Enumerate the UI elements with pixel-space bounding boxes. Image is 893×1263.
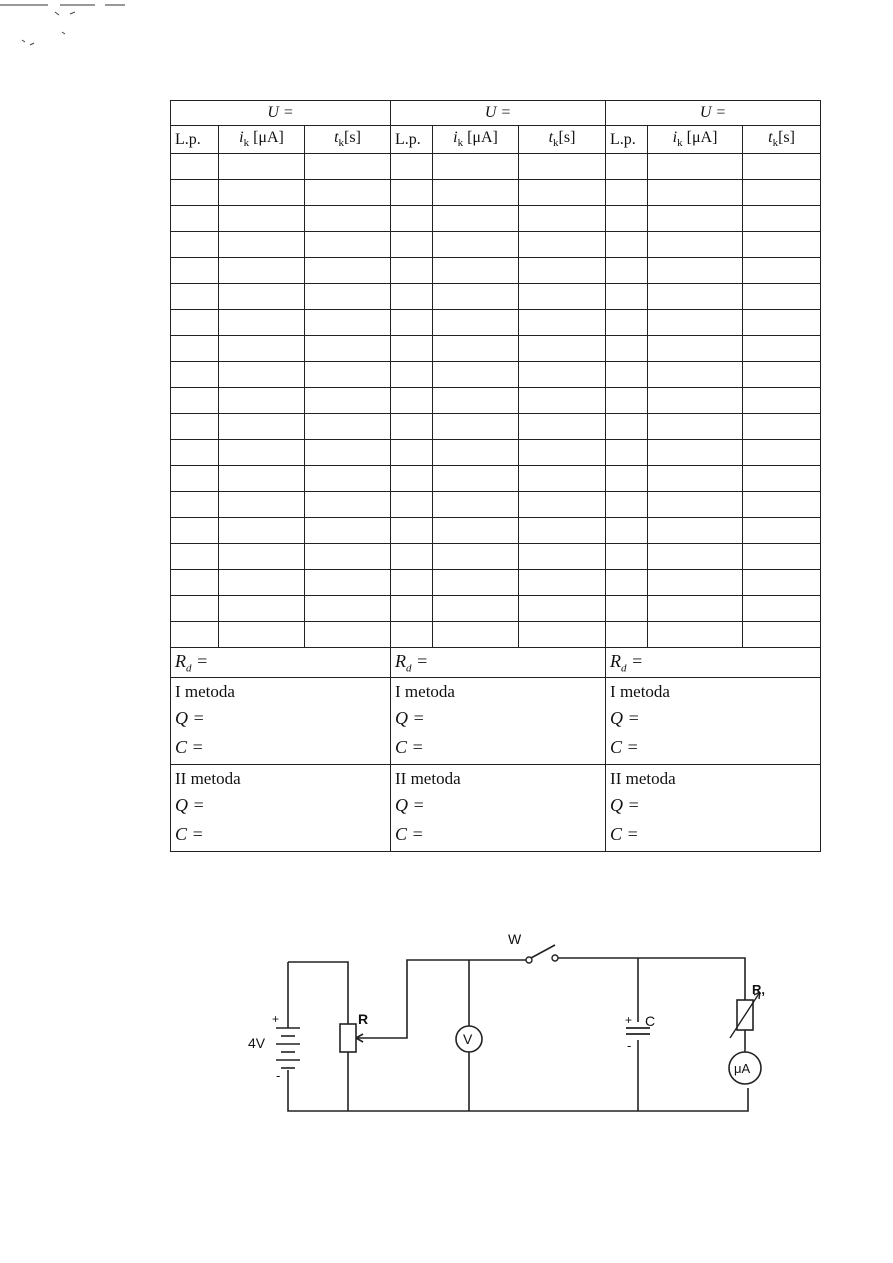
table-cell: [648, 258, 743, 284]
rd-cell-2: [391, 648, 606, 678]
col-ik-3: [648, 126, 743, 154]
table-cell: [391, 518, 433, 544]
table-cell: [391, 622, 433, 648]
table-cell: [171, 492, 219, 518]
charge-q: Q =: [610, 795, 640, 815]
col-lp-2: L.p.: [391, 126, 433, 154]
table-cell: [391, 232, 433, 258]
table-cell: [648, 492, 743, 518]
table-cell: [648, 310, 743, 336]
table-cell: [219, 310, 305, 336]
col-tk-2: [519, 126, 606, 154]
tk-symbol: t: [548, 129, 554, 147]
rd-symbol: R: [395, 650, 407, 671]
battery-minus: -: [276, 1068, 281, 1083]
charge-q: Q =: [395, 708, 425, 728]
table-cell: [391, 180, 433, 206]
table-cell: [433, 362, 519, 388]
capacitor-plus: +: [625, 1013, 633, 1027]
table-cell: [519, 180, 606, 206]
table-cell: [743, 154, 821, 180]
tk-sub: k: [772, 137, 779, 150]
table-cell: [648, 232, 743, 258]
col-ik-2: [433, 126, 519, 154]
table-cell: [219, 492, 305, 518]
table-cell: [606, 362, 648, 388]
table-cell: [606, 284, 648, 310]
table-row: [171, 180, 821, 206]
table-cell: [519, 544, 606, 570]
table-cell: [219, 258, 305, 284]
resistor-label: R: [358, 1011, 369, 1027]
table-cell: [171, 570, 219, 596]
table-cell: [219, 284, 305, 310]
tk-sub: k: [338, 137, 345, 150]
capacitance-c: C =: [610, 737, 639, 757]
table-row: [171, 284, 821, 310]
method2-row: [171, 765, 821, 852]
table-cell: [305, 544, 391, 570]
table-cell: [648, 336, 743, 362]
voltage-label: 4V: [248, 1035, 266, 1051]
table-cell: [391, 492, 433, 518]
rd-eq: =: [411, 650, 429, 671]
table-cell: [171, 232, 219, 258]
table-cell: [391, 206, 433, 232]
table-cell: [305, 336, 391, 362]
table-cell: [171, 388, 219, 414]
table-cell: [219, 388, 305, 414]
table-cell: [606, 206, 648, 232]
table-cell: [648, 180, 743, 206]
table-cell: [433, 258, 519, 284]
measurement-table: [170, 100, 821, 852]
table-cell: [743, 570, 821, 596]
ik-sub: k: [243, 137, 250, 150]
table-cell: [391, 596, 433, 622]
table-cell: [433, 518, 519, 544]
table-cell: [743, 466, 821, 492]
table-cell: [519, 336, 606, 362]
table-cell: [606, 544, 648, 570]
table-cell: [519, 440, 606, 466]
circuit-wires: [288, 958, 751, 1111]
method2-cell-2: [391, 765, 606, 852]
table-cell: [648, 466, 743, 492]
table-cell: [606, 570, 648, 596]
method1-title: I metoda: [610, 682, 670, 701]
table-cell: [648, 284, 743, 310]
charge-q: Q =: [610, 708, 640, 728]
table-cell: [519, 206, 606, 232]
rd-sub: d: [621, 662, 627, 675]
resistor2-label: R,: [752, 982, 765, 997]
table-cell: [305, 388, 391, 414]
table-cell: [519, 596, 606, 622]
table-cell: [171, 336, 219, 362]
table-cell: [648, 622, 743, 648]
table-cell: [305, 440, 391, 466]
table-cell: [519, 388, 606, 414]
charge-q: Q =: [395, 795, 425, 815]
table-cell: [606, 492, 648, 518]
ik-sub: k: [457, 137, 464, 150]
table-cell: [219, 596, 305, 622]
table-cell: [171, 206, 219, 232]
table-cell: [171, 258, 219, 284]
table-row: [171, 310, 821, 336]
table-cell: [433, 336, 519, 362]
ik-sub: k: [677, 137, 683, 150]
table-cell: [171, 622, 219, 648]
table-cell: [648, 518, 743, 544]
table-cell: [606, 440, 648, 466]
table-cell: [606, 232, 648, 258]
table-cell: [171, 596, 219, 622]
voltage-header-row: [171, 101, 821, 126]
microammeter-label: μA: [734, 1061, 751, 1076]
potentiometer-symbol: [340, 1024, 356, 1052]
method1-title: I metoda: [395, 682, 455, 701]
rd-symbol: R: [175, 650, 186, 671]
table-cell: [606, 336, 648, 362]
table-cell: [743, 544, 821, 570]
table-cell: [219, 232, 305, 258]
rd-row: [171, 648, 821, 678]
ik-unit: [μA]: [467, 129, 498, 147]
table-cell: [219, 440, 305, 466]
table-row: [171, 336, 821, 362]
table-cell: [743, 622, 821, 648]
table-cell: [171, 310, 219, 336]
circuit-diagram: [240, 928, 780, 1128]
table-cell: [606, 466, 648, 492]
switch-symbol: [526, 945, 558, 963]
table-cell: [219, 336, 305, 362]
table-cell: [606, 258, 648, 284]
table-cell: [305, 570, 391, 596]
ik-unit: [μA]: [253, 129, 284, 147]
table-cell: [433, 180, 519, 206]
rd-cell-1: [171, 648, 391, 678]
charge-q: Q =: [175, 708, 205, 728]
table-row: [171, 154, 821, 180]
table-cell: [391, 310, 433, 336]
table-cell: [648, 414, 743, 440]
table-cell: [519, 362, 606, 388]
table-row: [171, 466, 821, 492]
table-cell: [743, 258, 821, 284]
table-cell: [433, 284, 519, 310]
table-cell: [648, 544, 743, 570]
method2-title: II metoda: [610, 769, 676, 788]
method1-row: [171, 678, 821, 765]
battery-plus: +: [272, 1012, 280, 1026]
col-tk-3: [743, 126, 821, 154]
charge-q: Q =: [175, 795, 205, 815]
table-cell: [305, 518, 391, 544]
table-cell: [433, 466, 519, 492]
table-cell: [171, 362, 219, 388]
voltage-header-3: U =: [606, 101, 821, 126]
table-cell: [743, 440, 821, 466]
table-cell: [171, 180, 219, 206]
table-cell: [219, 362, 305, 388]
method1-cell-1: [171, 678, 391, 765]
table-cell: [305, 492, 391, 518]
ik-symbol: i: [453, 129, 458, 147]
rd-eq: =: [191, 650, 209, 671]
tk-sub: k: [553, 137, 559, 150]
method2-title: II metoda: [175, 769, 241, 788]
table-cell: [743, 492, 821, 518]
table-cell: [519, 414, 606, 440]
table-cell: [519, 622, 606, 648]
capacitance-c: C =: [610, 824, 639, 844]
tk-unit: [s]: [778, 129, 795, 147]
table-cell: [606, 310, 648, 336]
table-row: [171, 492, 821, 518]
capacitance-c: C =: [395, 737, 424, 757]
table-cell: [743, 310, 821, 336]
table-cell: [433, 206, 519, 232]
table-cell: [305, 362, 391, 388]
table-row: [171, 206, 821, 232]
table-cell: [219, 206, 305, 232]
table-row: [171, 258, 821, 284]
table-cell: [648, 388, 743, 414]
table-cell: [171, 518, 219, 544]
table-cell: [305, 414, 391, 440]
table-cell: [305, 206, 391, 232]
table-cell: [648, 154, 743, 180]
table-cell: [648, 570, 743, 596]
capacitance-c: C =: [175, 824, 204, 844]
column-header-row: [171, 126, 821, 154]
table-cell: [433, 388, 519, 414]
table-cell: [606, 518, 648, 544]
table-cell: [433, 492, 519, 518]
table-cell: [391, 466, 433, 492]
table-cell: [433, 310, 519, 336]
table-cell: [391, 154, 433, 180]
rd-sub: d: [186, 662, 192, 675]
table-cell: [648, 440, 743, 466]
rd-eq: =: [626, 650, 644, 671]
table-row: [171, 388, 821, 414]
switch-label: W: [508, 931, 522, 947]
table-cell: [171, 466, 219, 492]
table-cell: [391, 544, 433, 570]
table-row: [171, 414, 821, 440]
table-cell: [433, 154, 519, 180]
tk-symbol: t: [334, 129, 339, 147]
rd-sub: d: [406, 662, 412, 675]
table-cell: [433, 232, 519, 258]
tk-unit: [s]: [558, 129, 576, 147]
method1-title: I metoda: [175, 682, 235, 701]
table-cell: [391, 388, 433, 414]
method2-cell-1: [171, 765, 391, 852]
table-row: [171, 622, 821, 648]
table-cell: [171, 284, 219, 310]
method1-cell-2: [391, 678, 606, 765]
scan-specks: [0, 0, 140, 80]
table-cell: [305, 154, 391, 180]
table-cell: [391, 258, 433, 284]
voltmeter-label: V: [463, 1031, 473, 1047]
table-cell: [648, 362, 743, 388]
table-cell: [743, 284, 821, 310]
table-cell: [519, 154, 606, 180]
table-cell: [743, 206, 821, 232]
table-cell: [171, 440, 219, 466]
ik-symbol: i: [672, 129, 678, 147]
table-cell: [391, 362, 433, 388]
table-cell: [743, 180, 821, 206]
table-cell: [519, 492, 606, 518]
table-cell: [433, 622, 519, 648]
rd-symbol: R: [610, 650, 622, 671]
table-cell: [305, 310, 391, 336]
table-cell: [519, 310, 606, 336]
table-cell: [743, 362, 821, 388]
table-cell: [219, 622, 305, 648]
capacitance-c: C =: [175, 737, 204, 757]
rd-cell-3: [606, 648, 821, 678]
table-row: [171, 232, 821, 258]
battery-symbol: [276, 1028, 300, 1068]
table-cell: [219, 414, 305, 440]
table-cell: [433, 440, 519, 466]
table-cell: [519, 518, 606, 544]
table-row: [171, 362, 821, 388]
table-cell: [519, 232, 606, 258]
table-cell: [606, 414, 648, 440]
table-cell: [219, 570, 305, 596]
tk-unit: [s]: [344, 129, 361, 147]
table-cell: [219, 544, 305, 570]
table-row: [171, 544, 821, 570]
method2-title: II metoda: [395, 769, 461, 788]
capacitor-label: C: [645, 1013, 656, 1029]
table-cell: [433, 570, 519, 596]
method1-cell-3: [606, 678, 821, 765]
table-cell: [606, 180, 648, 206]
method2-cell-3: [606, 765, 821, 852]
table-cell: [743, 414, 821, 440]
table-cell: [219, 180, 305, 206]
table-cell: [743, 596, 821, 622]
table-cell: [606, 622, 648, 648]
ik-symbol: i: [239, 129, 244, 147]
table-cell: [519, 258, 606, 284]
table-cell: [433, 544, 519, 570]
tk-symbol: t: [768, 129, 773, 147]
table-cell: [743, 388, 821, 414]
table-cell: [171, 414, 219, 440]
table-row: [171, 570, 821, 596]
table-cell: [171, 544, 219, 570]
table-cell: [305, 466, 391, 492]
table-cell: [219, 154, 305, 180]
voltage-header-1: U =: [171, 101, 391, 126]
table-cell: [648, 596, 743, 622]
table-cell: [743, 232, 821, 258]
table-cell: [219, 518, 305, 544]
table-cell: [433, 596, 519, 622]
capacitor-minus: -: [627, 1038, 632, 1053]
table-cell: [391, 336, 433, 362]
table-cell: [391, 284, 433, 310]
table-cell: [519, 466, 606, 492]
col-lp-1: L.p.: [171, 126, 219, 154]
table-cell: [305, 258, 391, 284]
table-cell: [305, 180, 391, 206]
table-cell: [171, 154, 219, 180]
table-cell: [391, 570, 433, 596]
table-row: [171, 440, 821, 466]
table-row: [171, 596, 821, 622]
table-cell: [606, 154, 648, 180]
table-cell: [305, 622, 391, 648]
table-cell: [519, 570, 606, 596]
voltage-header-2: U =: [391, 101, 606, 126]
table-cell: [219, 466, 305, 492]
table-cell: [391, 440, 433, 466]
table-cell: [519, 284, 606, 310]
table-cell: [433, 414, 519, 440]
table-cell: [606, 596, 648, 622]
table-cell: [391, 414, 433, 440]
table-cell: [606, 388, 648, 414]
capacitance-c: C =: [395, 824, 424, 844]
table-cell: [305, 596, 391, 622]
col-ik-1: [219, 126, 305, 154]
table-cell: [743, 336, 821, 362]
table-cell: [305, 232, 391, 258]
col-tk-1: [305, 126, 391, 154]
table-row: [171, 518, 821, 544]
ik-unit: [μA]: [686, 129, 718, 147]
col-lp-3: L.p.: [606, 126, 648, 154]
table-cell: [743, 518, 821, 544]
table-cell: [648, 206, 743, 232]
table-cell: [305, 284, 391, 310]
